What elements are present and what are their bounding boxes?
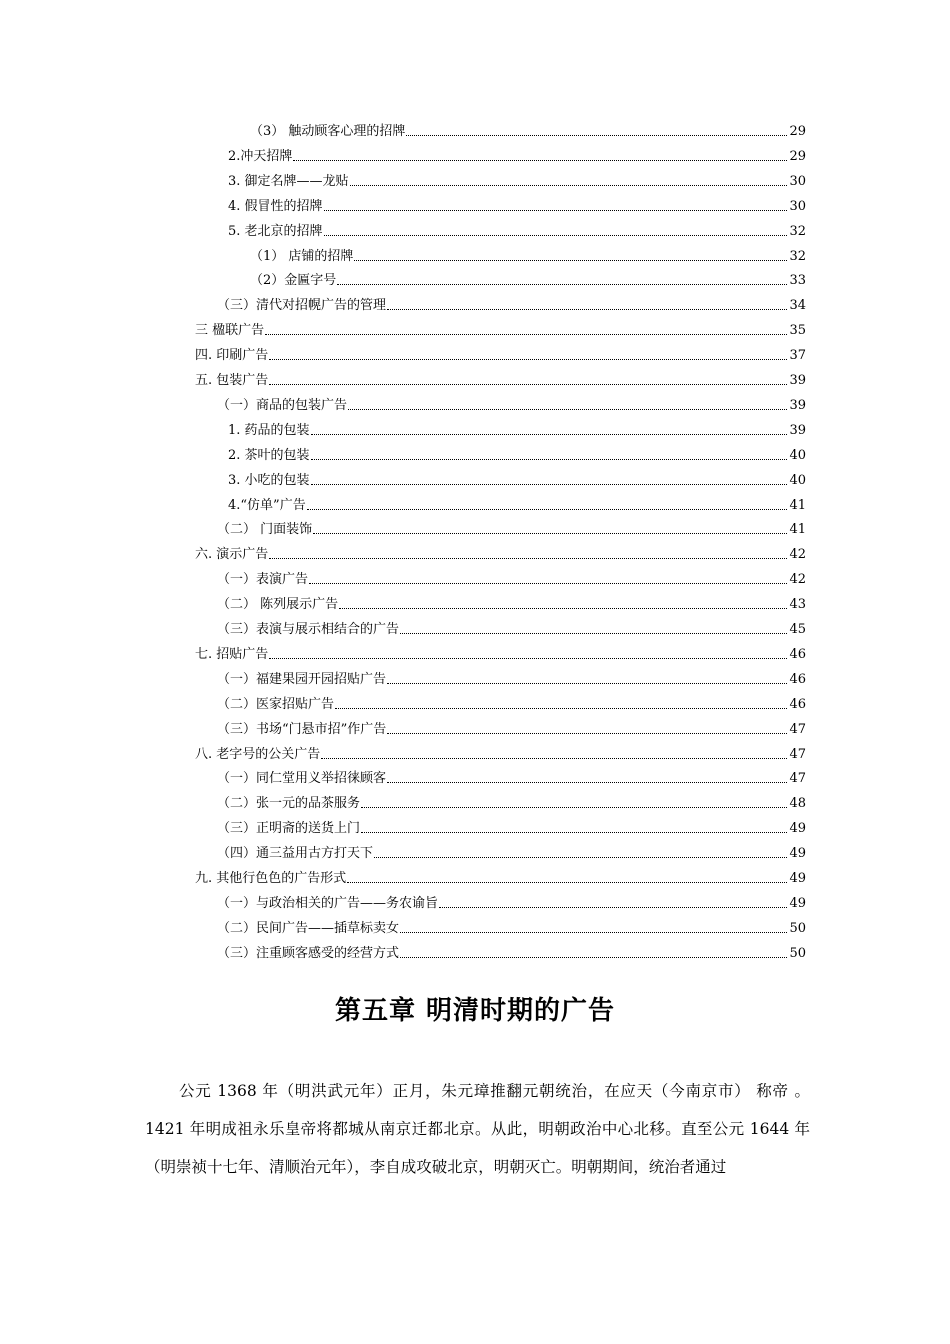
toc-dot-leader <box>313 532 787 534</box>
toc-entry[interactable] <box>217 763 806 787</box>
toc-entry-title: 四. 印刷广告 <box>195 348 269 364</box>
toc-entry-page: 49 <box>789 871 806 886</box>
toc-entry[interactable] <box>228 191 806 215</box>
toc-entry-title: （一）同仁堂用义举招徕顾客 <box>217 771 387 787</box>
toc-entry-page: 35 <box>789 323 806 339</box>
toc-entry-title: （一）与政治相关的广告——务农谕旨 <box>217 895 439 911</box>
toc-entry-title: 5. 老北京的招牌 <box>228 223 323 239</box>
toc-entry-page: 29 <box>789 148 806 164</box>
toc-entry[interactable] <box>195 639 806 663</box>
toc-entry-page: 47 <box>789 771 806 787</box>
toc-entry[interactable] <box>195 340 806 364</box>
chapter-title: 第五章 明清时期的广告 <box>334 996 616 1026</box>
toc-entry-page: 34 <box>789 298 806 314</box>
toc-entry-title: （一）表演广告 <box>217 572 309 588</box>
toc-entry-title: （四）通三益用古方打天下 <box>217 846 374 862</box>
toc-dot-leader <box>387 682 787 684</box>
toc-dot-leader <box>350 184 787 186</box>
toc-entry-title: （3） 触动顾客心理的招牌 <box>250 124 406 139</box>
body-paragraph: 公元 1368 年（明洪武元年）正月，朱元璋推翻元朝统治，在应天（今南京市） 称帝 。1421 年明成祖永乐皇帝将都城从南京迁都北京。从此，明朝政治中心北移。直至公元 1644 年（明崇祯十七年、清顺治元年），李自成攻破北京，明朝灭亡。明朝期间，统治者通过 <box>145 1082 810 1176</box>
toc-dot-leader <box>321 757 787 759</box>
toc-entry-page: 42 <box>789 572 806 588</box>
toc-entry[interactable] <box>250 265 806 289</box>
toc-entry[interactable] <box>217 788 806 812</box>
toc-entry[interactable] <box>250 241 806 265</box>
toc-dot-leader <box>347 881 787 883</box>
toc-entry[interactable] <box>217 888 806 912</box>
toc-entry-title: 六. 演示广告 <box>195 547 269 563</box>
toc-dot-leader <box>324 209 787 211</box>
toc-entry-page: 41 <box>789 497 806 513</box>
toc-entry-page: 29 <box>789 124 806 139</box>
toc-entry[interactable] <box>217 938 806 962</box>
toc-entry[interactable] <box>195 739 806 763</box>
toc-entry-page: 32 <box>789 223 806 239</box>
toc-entry[interactable] <box>217 564 806 588</box>
toc-entry-page: 46 <box>789 671 806 687</box>
toc-dot-leader <box>387 308 787 310</box>
toc-entry-page: 46 <box>789 646 806 662</box>
toc-entry-title: （1） 店铺的招牌 <box>250 248 354 264</box>
toc-entry-title: 3. 御定名牌——龙贴 <box>228 173 349 189</box>
toc-entry-page: 33 <box>789 273 806 289</box>
toc-entry-title: （二）张一元的品茶服务 <box>217 796 361 812</box>
toc-dot-leader <box>269 557 787 559</box>
toc-entry[interactable] <box>228 166 806 190</box>
toc-entry-page: 43 <box>789 597 806 613</box>
toc-entry[interactable] <box>217 614 806 638</box>
toc-entry-page: 39 <box>789 397 806 413</box>
toc-dot-leader <box>311 433 787 435</box>
toc-dot-leader <box>406 134 787 136</box>
body-text <box>145 1072 810 1186</box>
toc-dot-leader <box>307 508 787 510</box>
toc-dot-leader <box>374 856 787 858</box>
toc-entry[interactable] <box>217 838 806 862</box>
toc-entry[interactable] <box>217 714 806 738</box>
toc-entry-page: 50 <box>789 945 806 961</box>
toc-dot-leader <box>337 283 787 285</box>
toc-entry-title: 1. 药品的包装 <box>228 422 310 438</box>
toc-entry[interactable] <box>217 390 806 414</box>
toc-dot-leader <box>293 159 787 161</box>
toc-entry-page: 37 <box>789 348 806 364</box>
toc-dot-leader <box>324 234 787 236</box>
toc-entry-title: 九. 其他行色色的广告形式 <box>195 871 347 886</box>
toc-dot-leader <box>339 607 787 609</box>
toc-entry[interactable] <box>228 440 806 464</box>
toc-dot-leader <box>335 707 787 709</box>
toc-entry-page: 45 <box>789 622 806 637</box>
toc-entry-title: 五. 包装广告 <box>195 373 269 388</box>
toc-entry-page: 40 <box>789 472 806 488</box>
toc-entry-page: 39 <box>789 373 806 388</box>
toc-entry[interactable] <box>195 365 806 389</box>
toc-dot-leader <box>387 732 787 734</box>
toc-entry[interactable] <box>217 290 806 314</box>
toc-entry-page: 49 <box>789 846 806 862</box>
toc-entry-title: （二）民间广告——插草标卖女 <box>217 920 400 936</box>
toc-entry[interactable] <box>217 514 806 538</box>
toc-entry-title: （二） 陈列展示广告 <box>217 597 339 613</box>
toc-entry[interactable] <box>195 863 806 887</box>
toc-entry[interactable] <box>217 689 806 713</box>
toc-entry[interactable] <box>228 465 806 489</box>
toc-entry-page: 32 <box>789 248 806 264</box>
toc-entry[interactable] <box>228 490 806 514</box>
toc-entry-title: （2）金匾字号 <box>250 273 337 289</box>
toc-entry[interactable] <box>195 315 806 339</box>
toc-entry[interactable] <box>228 415 806 439</box>
toc-entry[interactable] <box>228 141 806 165</box>
toc-entry-page: 41 <box>789 522 806 538</box>
toc-dot-leader <box>387 781 787 783</box>
toc-dot-leader <box>439 906 787 908</box>
toc-entry-title: （二）医家招贴广告 <box>217 696 335 712</box>
toc-dot-leader <box>348 408 787 410</box>
toc-entry[interactable] <box>217 664 806 688</box>
toc-dot-leader <box>311 483 787 485</box>
toc-entry-title: （一）商品的包装广告 <box>217 397 348 413</box>
toc-entry-title: （一）福建果园开园招贴广告 <box>217 671 387 687</box>
toc-dot-leader <box>269 383 787 385</box>
toc-dot-leader <box>269 657 787 659</box>
toc-dot-leader <box>400 632 787 634</box>
toc-dot-leader <box>354 259 787 261</box>
toc-dot-leader <box>400 931 787 933</box>
toc-entry-title: 2. 茶叶的包装 <box>228 447 310 463</box>
toc-entry-page: 47 <box>789 721 806 737</box>
toc-entry-title: （三）注重顾客感受的经营方式 <box>217 945 400 961</box>
toc-dot-leader <box>400 956 787 958</box>
toc-dot-leader <box>265 333 787 335</box>
toc-entry-title: 八. 老字号的公关广告 <box>195 746 321 762</box>
toc-dot-leader <box>311 458 787 460</box>
toc-entry-title: 三 楹联广告 <box>195 323 265 339</box>
toc-entry[interactable] <box>228 216 806 240</box>
toc-entry-title: 4. 假冒性的招牌 <box>228 198 323 214</box>
toc-entry[interactable] <box>217 913 806 937</box>
toc-entry-page: 42 <box>789 547 806 563</box>
toc-entry-page: 47 <box>789 746 806 762</box>
toc-entry-title: （三）表演与展示相结合的广告 <box>217 622 400 637</box>
toc-entry[interactable] <box>217 589 806 613</box>
toc-entry-title: 2.冲天招牌 <box>228 148 293 164</box>
toc-entry[interactable] <box>250 116 806 140</box>
toc-entry-title: （二） 门面装饰 <box>217 522 313 538</box>
toc-entry-page: 49 <box>789 821 806 837</box>
toc-dot-leader <box>309 582 787 584</box>
toc-entry-page: 30 <box>789 198 806 214</box>
toc-entry[interactable] <box>195 539 806 563</box>
toc-entry-title: 七. 招贴广告 <box>195 646 269 662</box>
toc-entry[interactable] <box>217 813 806 837</box>
toc-entry-title: （三）书场“门悬市招”作广告 <box>217 721 387 737</box>
toc-entry-page: 50 <box>789 920 806 936</box>
toc-entry-page: 48 <box>789 796 806 812</box>
toc-entry-title: （三）正明斋的送货上门 <box>217 821 361 837</box>
toc-entry-title: 4.“仿单”广告 <box>228 497 306 513</box>
toc-dot-leader <box>361 831 787 833</box>
toc-dot-leader <box>361 806 787 808</box>
toc-entry-title: 3. 小吃的包装 <box>228 472 310 488</box>
toc-entry-page: 49 <box>789 895 806 911</box>
toc-entry-page: 40 <box>789 447 806 463</box>
toc-entry-page: 39 <box>789 422 806 438</box>
toc-dot-leader <box>269 358 787 360</box>
toc-entry-page: 46 <box>789 696 806 712</box>
toc-entry-title: （三）清代对招幌广告的管理 <box>217 298 387 314</box>
toc-entry-page: 30 <box>789 173 806 189</box>
